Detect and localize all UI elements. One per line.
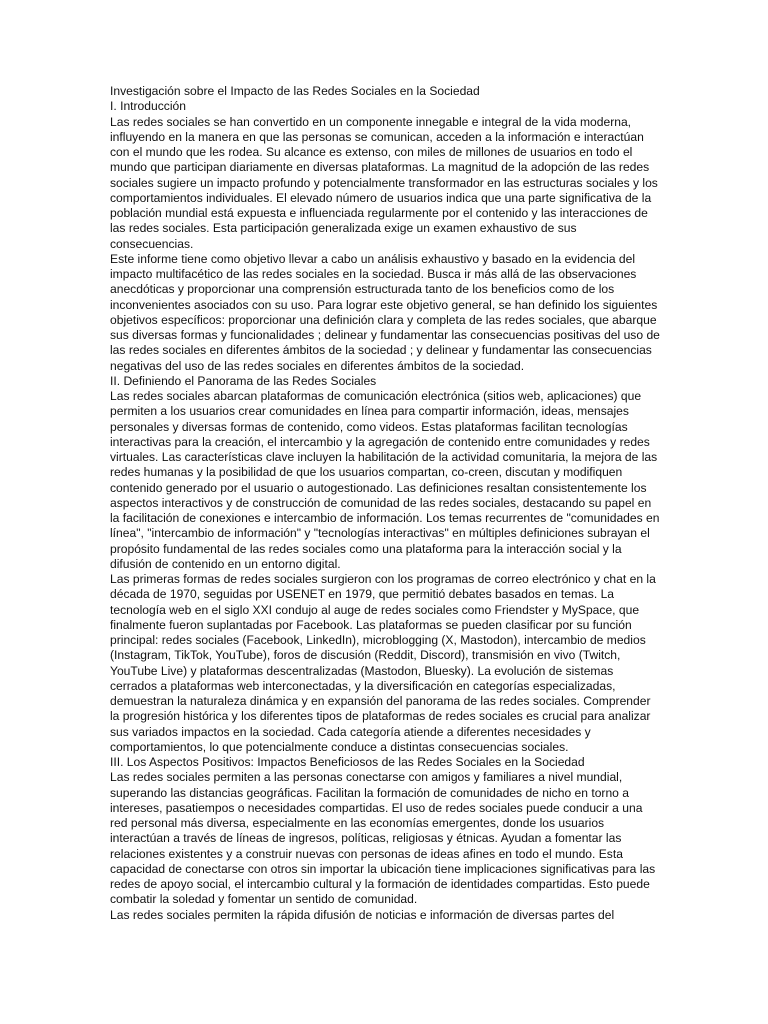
paragraph: Las primeras formas de redes sociales surgieron con los programas de correo electrónico y chat en la década de 1970, seguidas por USENET en 1979, que permitió debates basados en temas. La tecnología web en el siglo XXI condujo al auge de redes sociales como Friendster y MySpace, que finalmente fueron suplantadas por Facebook. Las plataformas se pueden clasificar por su función principal: redes sociales (Facebook, LinkedIn), microblogging (X, Mastodon), intercambio de medios (Instagram, TikTok, YouTube), foros de discusión (Reddit, Discord), transmisión en vivo (Twitch, YouTube Live) y plataformas descentralizadas (Mastodon, Bluesky). La evolución de sistemas cerrados a plataformas web interconectadas, y la diversificación en categorías especializadas, demuestran la naturaleza dinámica y en expansión del panorama de las redes sociales. Comprender la progresión histórica y los diferentes tipos de plataformas de redes sociales es crucial para analizar sus variados impactos en la sociedad. Cada categoría atiende a diferentes necesidades y comportamientos, lo que potencialmente conduce a distintas consecuencias sociales.: [110, 572, 656, 754]
paragraph: Las redes sociales se han convertido en un componente innegable e integral de la vida moderna, influyendo en la manera en que las personas se comunican, acceden a la información e interactúan con el mundo que les rodea. Su alcance es extenso, con miles de millones de usuarios en todo el mundo que participan diariamente en diversas plataformas. La magnitud de la adopción de las redes sociales sugiere un impacto profundo y potencialmente transformador en las estructuras sociales y los comportamientos individuales. El elevado número de usuarios indica que una parte significativa de la población mundial está expuesta e influenciada regularmente por el contenido y las interacciones de las redes sociales. Esta participación generalizada exige un examen exhaustivo de sus consecuencias.: [110, 114, 658, 251]
document-page: [110, 84, 662, 923]
section-heading-introduccion: I. Introducción: [110, 99, 186, 114]
paragraph: Las redes sociales permiten a las personas conectarse con amigos y familiares a nivel mundial, superando las distancias geográficas. Facilitan la formación de comunidades de nicho en torno a intereses, pasatiempos o necesidades compartidas. El uso de redes sociales puede conducir a una red personal más diversa, especialmente en las economías emergentes, donde los usuarios interactúan a través de líneas de ingresos, políticas, religiosas y étnicas. Ayudan a fomentar las relaciones existentes y a construir nuevas con personas de ideas afines en todo el mundo. Esta capacidad de conectarse con otros sin importar la ubicación tiene implicaciones significativas para las redes de apoyo social, el intercambio cultural y la formación de identidades compartidas. Esto puede combatir la soledad y fomentar un sentido de comunidad.: [110, 770, 656, 907]
document-title: Investigación sobre el Impacto de las Redes Sociales en la Sociedad: [110, 84, 480, 98]
section-heading-aspectos-positivos: III. Los Aspectos Positivos: Impactos Beneficiosos de las Redes Sociales en la Sociedad: [110, 755, 585, 769]
paragraph: Este informe tiene como objetivo llevar a cabo un análisis exhaustivo y basado en la evidencia del impacto multifacético de las redes sociales en la sociedad. Busca ir más allá de las observaciones anecdóticas y proporcionar una comprensión estructurada tanto de los beneficios como de los inconvenientes asociados con su uso. Para lograr este objetivo general, se han definido los siguientes objetivos específicos: proporcionar una definición clara y completa de las redes sociales, que abarque sus diversas formas y funcionalidades ; delinear y fundamentar las consecuencias positivas del uso de las redes sociales en diferentes ámbitos de la sociedad ; y delinear y fundamentar las consecuencias negativas del uso de las redes sociales en diferentes ámbitos de la sociedad.: [110, 251, 660, 373]
section-heading-panorama: II. Definiendo el Panorama de las Redes Sociales: [110, 373, 377, 388]
paragraph: Las redes sociales permiten la rápida difusión de noticias e información de diversas partes del: [110, 907, 615, 922]
paragraph: Las redes sociales abarcan plataformas de comunicación electrónica (sitios web, aplicaciones) que permiten a los usuarios crear comunidades en línea para compartir información, ideas, mensajes personales y diversas formas de contenido, como videos. Estas plataformas facilitan tecnologías interactivas para la creación, el intercambio y la agregación de contenido entre comunidades y redes virtuales. Las características clave incluyen la habilitación de la actividad comunitaria, la mejora de las redes humanas y la posibilidad de que los usuarios compartan, co-creen, discutan y modifiquen contenido generado por el usuario o autogestionado. Las definiciones resaltan consistentemente los aspectos interactivos y de construcción de comunidad de las redes sociales, destacando su papel en la facilitación de conexiones e intercambio de información. Los temas recurrentes de "comunidades en línea", "intercambio de información" y "tecnologías interactivas" en múltiples definiciones subrayan el propósito fundamental de las redes sociales como una plataforma para la interacción social y la difusión de contenido en un entorno digital.: [110, 389, 660, 571]
